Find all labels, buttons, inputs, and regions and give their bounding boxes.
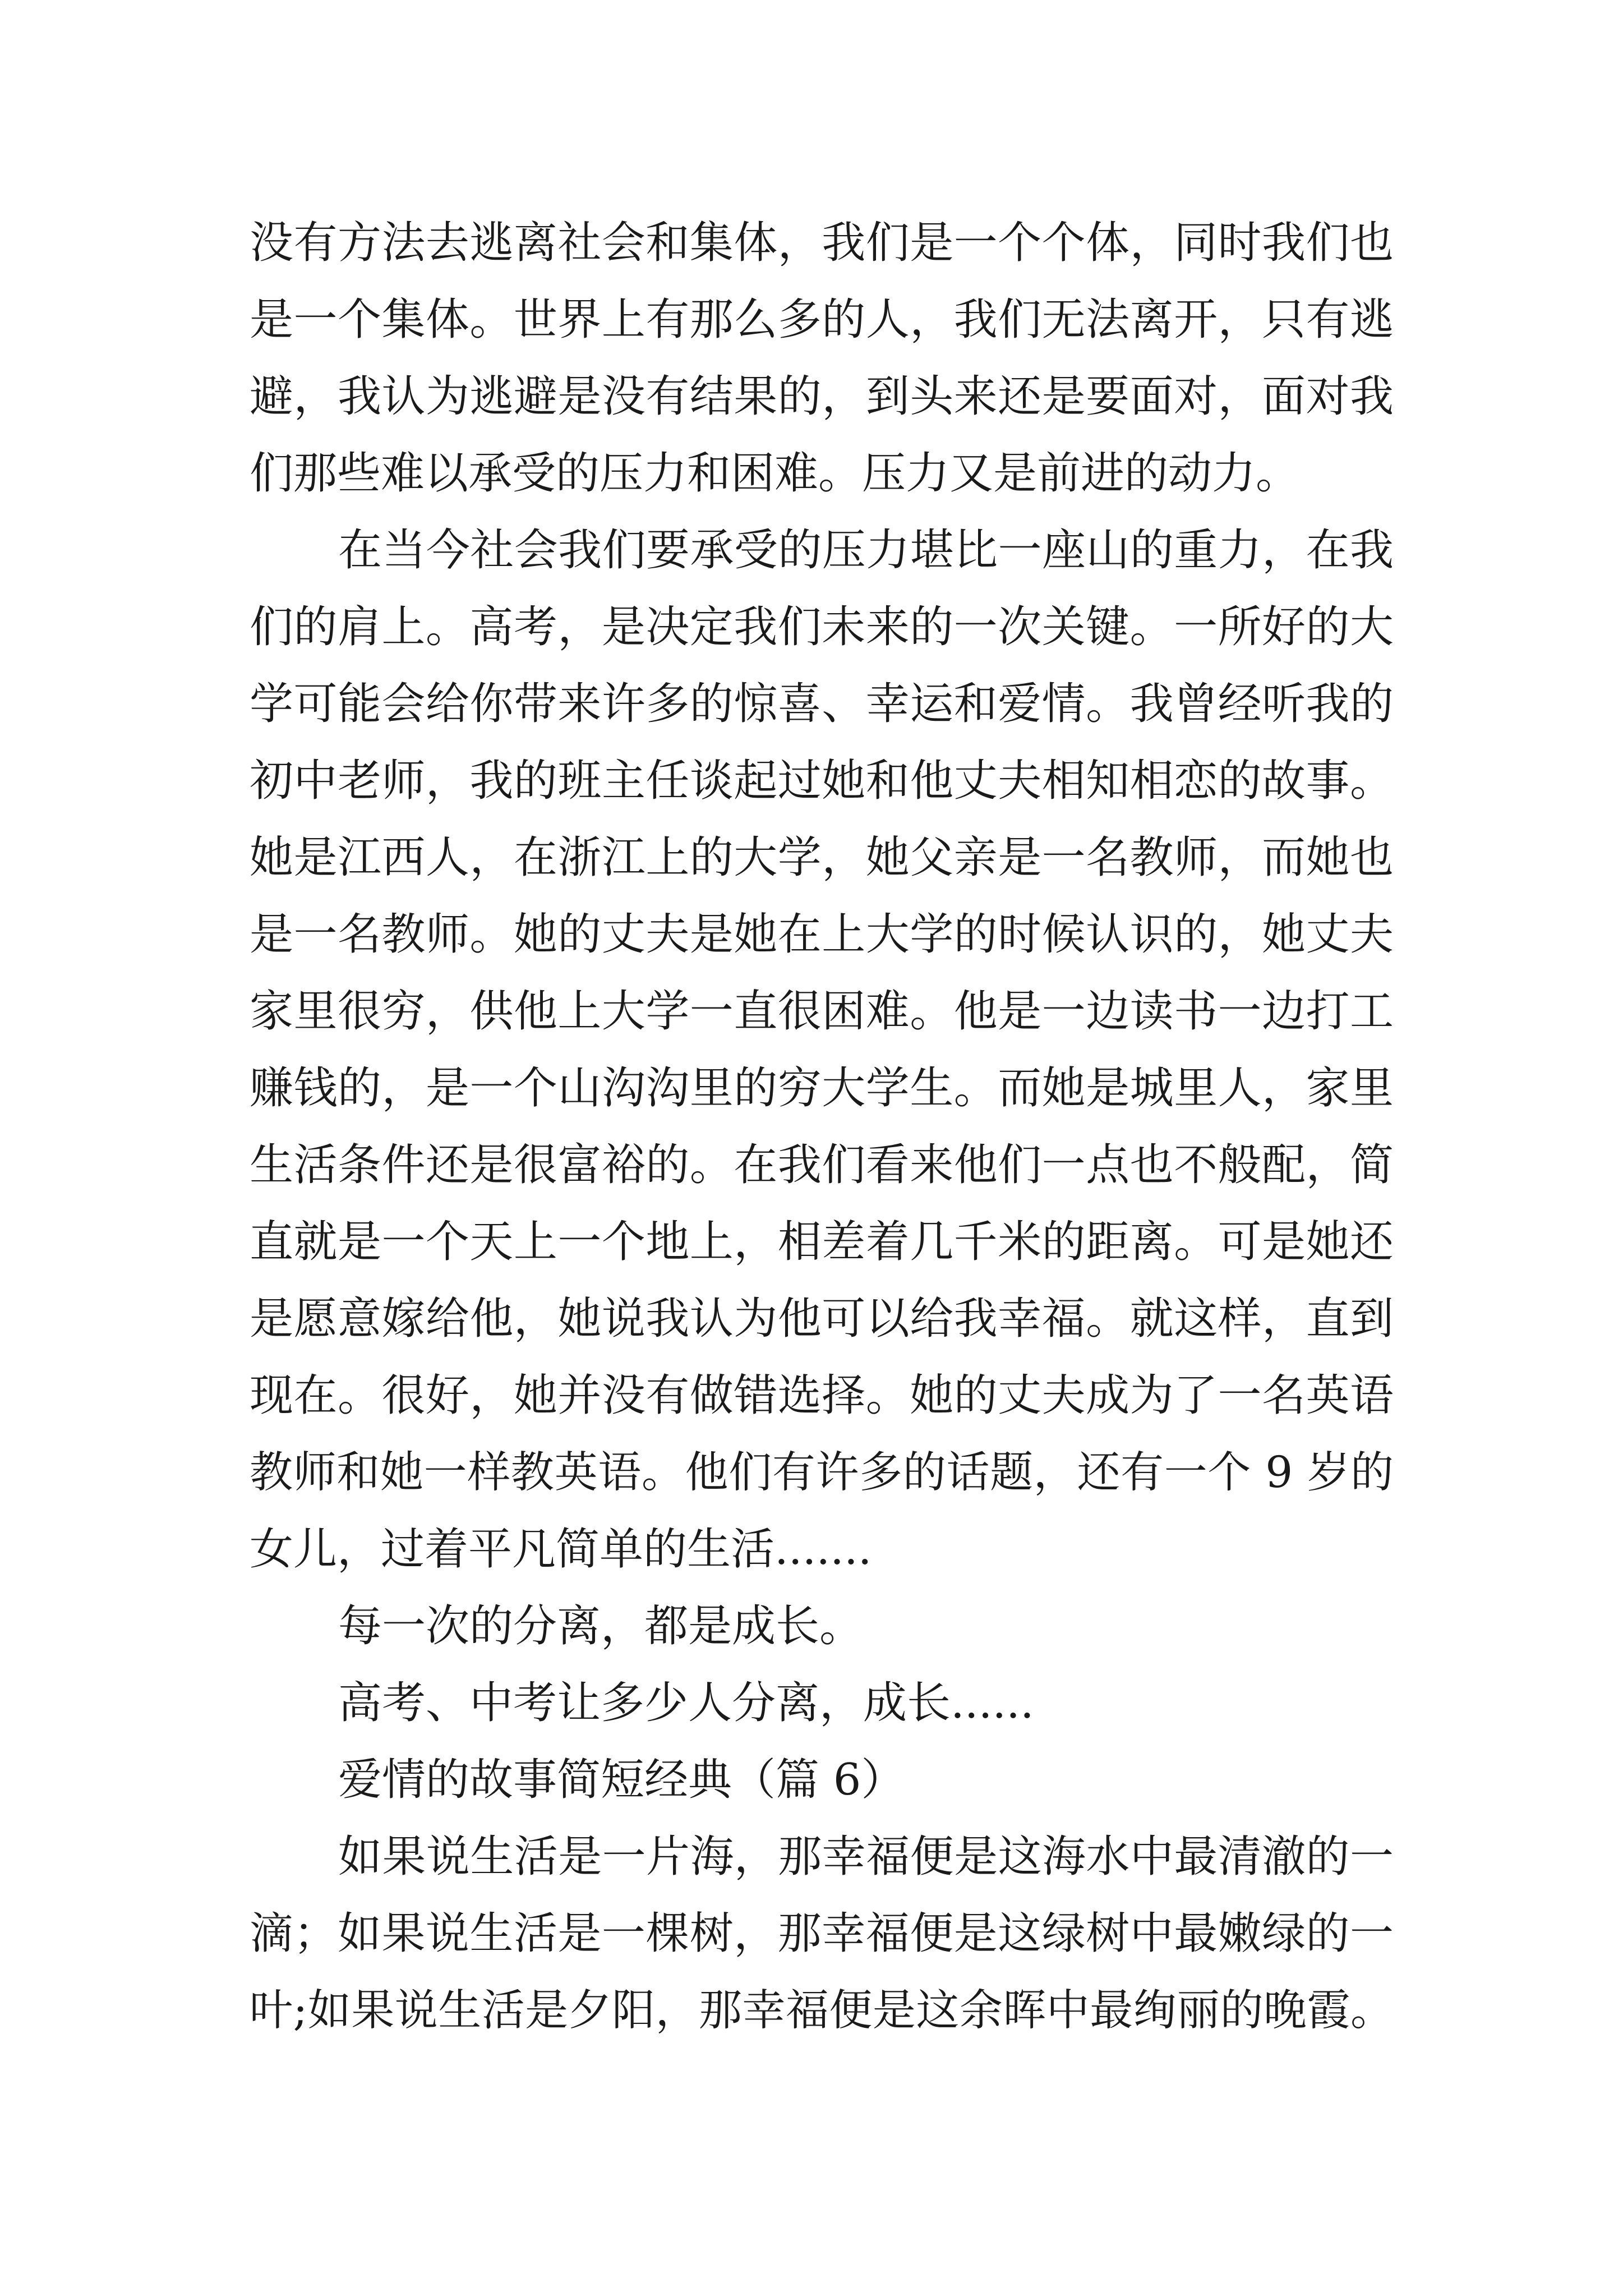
text-line: 没有方法去逃离社会和集体，我们是一个个体，同时我们也 <box>250 218 1394 268</box>
text-line: 高考、中考让多少人分离，成长...... <box>338 1678 1034 1728</box>
text-line: 是愿意嫁给他，她说我认为他可以给我幸福。就这样，直到 <box>250 1294 1394 1344</box>
text-line: 赚钱的，是一个山沟沟里的穷大学生。而她是城里人，家里 <box>250 1063 1394 1114</box>
text-line: 们那些难以承受的压力和困难。压力又是前进的动力。 <box>250 448 1300 499</box>
text-line: 生活条件还是很富裕的。在我们看来他们一点也不般配，简 <box>250 1140 1394 1190</box>
text-line: 教师和她一样教英语。他们有许多的话题，还有一个 9 岁的 <box>250 1448 1394 1498</box>
text-line: 家里很穷，供他上大学一直很困难。他是一边读书一边打工 <box>250 986 1394 1037</box>
text-line: 现在。很好，她并没有做错选择。她的丈夫成为了一名英语 <box>250 1370 1394 1421</box>
text-line: 滴；如果说生活是一棵树，那幸福便是这绿树中最嫩绿的一 <box>250 1908 1394 1959</box>
text-line: 女儿，过着平凡简单的生活....... <box>250 1524 872 1575</box>
text-line: 是一个集体。世界上有那么多的人，我们无法离开，只有逃 <box>250 295 1394 345</box>
section-heading: 爱情的故事简短经典（篇 6） <box>338 1755 905 1805</box>
text-line: 她是江西人，在浙江上的大学，她父亲是一名教师，而她也 <box>250 832 1394 883</box>
text-line: 是一名教师。她的丈夫是她在上大学的时候认识的，她丈夫 <box>250 909 1394 960</box>
text-line: 们的肩上。高考，是决定我们未来的一次关键。一所好的大 <box>250 602 1394 652</box>
text-line: 直就是一个天上一个地上，相差着几千米的距离。可是她还 <box>250 1217 1394 1267</box>
text-line: 如果说生活是一片海，那幸福便是这海水中最清澈的一 <box>338 1832 1394 1882</box>
text-line: 避，我认为逃避是没有结果的，到头来还是要面对，面对我 <box>250 371 1394 422</box>
text-line: 每一次的分离，都是成长。 <box>338 1601 864 1651</box>
body-text <box>250 205 1394 2049</box>
text-line: 叶;如果说生活是夕阳，那幸福便是这余晖中最绚丽的晚霞。 <box>250 1986 1394 2036</box>
text-line: 初中老师，我的班主任谈起过她和他丈夫相知相恋的故事。 <box>250 756 1394 806</box>
text-line: 学可能会给你带来许多的惊喜、幸运和爱情。我曾经听我的 <box>250 679 1394 729</box>
text-line: 在当今社会我们要承受的压力堪比一座山的重力，在我 <box>338 525 1394 576</box>
